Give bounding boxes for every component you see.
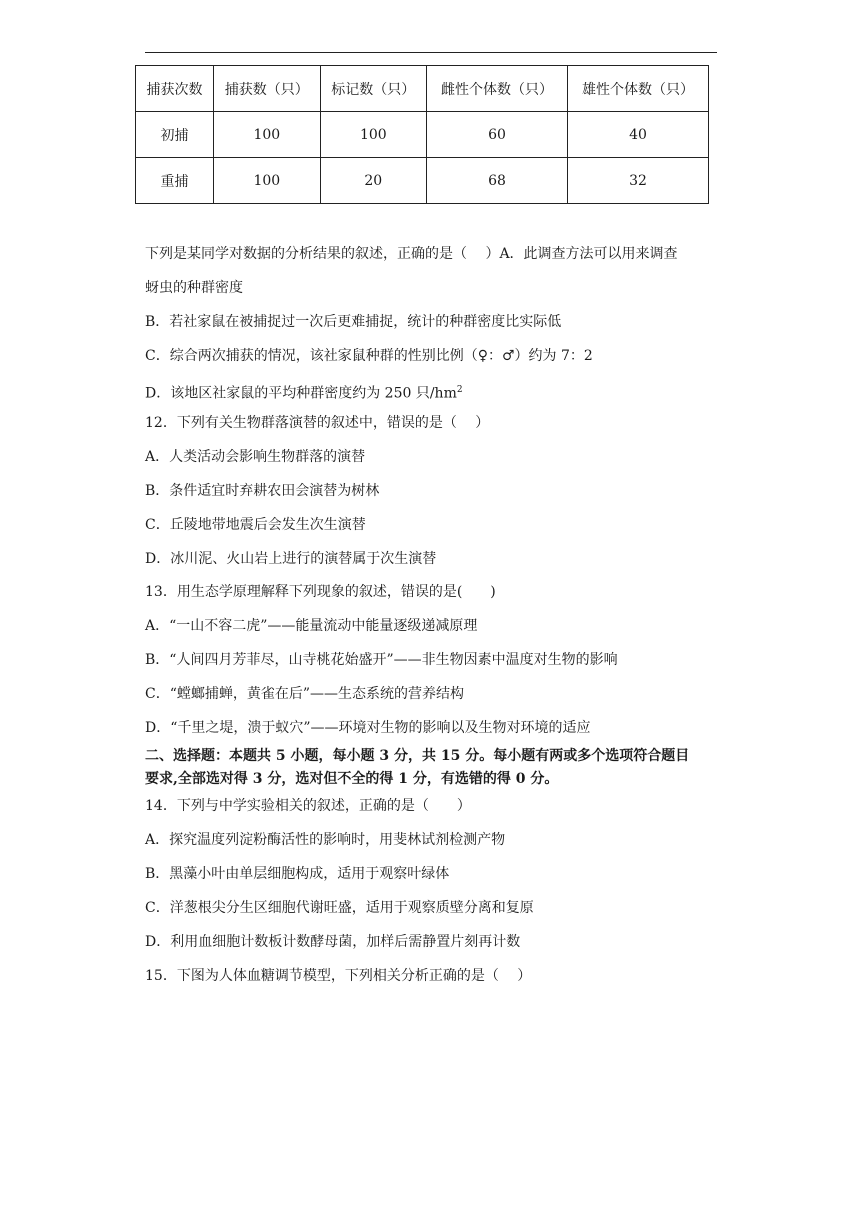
table-header-cell: 雌性个体数（只） (427, 66, 568, 112)
q14-option-d: D．利用血细胞计数板计数酵母菌，加样后需静置片刻再计数 (145, 934, 521, 950)
q11-option-c: C．综合两次捕获的情况，该社家鼠种群的性别比例（♀：♂）约为 7：2 (145, 348, 593, 364)
table-row (136, 112, 709, 158)
table-header-cell: 标记数（只） (320, 66, 426, 112)
table-cell: 100 (320, 112, 426, 158)
table-cell: 40 (568, 112, 709, 158)
q13-option-c: C．“螳螂捕蝉，黄雀在后”——生态系统的营养结构 (145, 686, 465, 702)
q11-option-b: B．若社家鼠在被捕捉过一次后更难捕捉，统计的种群密度比实际低 (145, 314, 562, 330)
q12-stem: 12．下列有关生物群落演替的叙述中，错误的是（ ） (145, 415, 490, 431)
q12-option-a: A．人类活动会影响生物群落的演替 (145, 449, 366, 465)
q11-option-d-text: D．该地区社家鼠的平均种群密度约为 250 只/hm (145, 385, 457, 402)
table-cell: 100 (214, 158, 320, 204)
q14-stem: 14．下列与中学实验相关的叙述，正确的是（ ） (145, 798, 471, 814)
q11-stem-line2: 蚜虫的种群密度 (145, 280, 243, 296)
table-cell: 初捕 (136, 112, 214, 158)
q14-option-a: A．探究温度列淀粉酶活性的影响时，用斐林试剂检测产物 (145, 832, 506, 848)
section2-heading-line1: 二、选择题：本题共 5 小题，每小题 3 分，共 15 分。每小题有两或多个选项符合题目 (145, 748, 690, 764)
q11-stem-line1: 下列是某同学对数据的分析结果的叙述，正确的是（ ）A．此调查方法可以用来调查 (145, 246, 678, 262)
q14-option-c: C．洋葱根尖分生区细胞代谢旺盛，适用于观察质壁分离和复原 (145, 900, 534, 916)
table-header-cell: 捕获数（只） (214, 66, 320, 112)
table-cell: 60 (427, 112, 568, 158)
q12-option-c: C．丘陵地带地震后会发生次生演替 (145, 517, 366, 533)
q11-option-d (145, 380, 463, 404)
top-rule (145, 52, 717, 53)
table-cell: 68 (427, 158, 568, 204)
q13-stem: 13．用生态学原理解释下列现象的叙述，错误的是( ) (145, 584, 496, 600)
table-header-cell: 雄性个体数（只） (568, 66, 709, 112)
table-cell: 100 (214, 112, 320, 158)
table-cell: 重捕 (136, 158, 214, 204)
q12-option-b: B．条件适宜时弃耕农田会演替为树林 (145, 483, 380, 499)
table-header-cell: 捕获次数 (136, 66, 214, 112)
table-cell: 32 (568, 158, 709, 204)
table-header-row (136, 66, 709, 112)
q12-option-d: D．冰川泥、火山岩上进行的演替属于次生演替 (145, 551, 437, 567)
capture-data-table (135, 65, 709, 204)
q11-option-d-sup: 2 (456, 385, 463, 395)
q13-option-a: A．“一山不容二虎”——能量流动中能量逐级递减原理 (145, 618, 478, 634)
q14-option-b: B．黑藻小叶由单层细胞构成，适用于观察叶绿体 (145, 866, 450, 882)
q15-stem: 15．下图为人体血糖调节模型，下列相关分析正确的是（ ） (145, 968, 532, 984)
table-row (136, 158, 709, 204)
q13-option-d: D．“千里之堤，溃于蚁穴”——环境对生物的影响以及生物对环境的适应 (145, 720, 591, 736)
table-cell: 20 (320, 158, 426, 204)
section2-heading-line2: 要求,全部选对得 3 分，选对但不全的得 1 分，有选错的得 0 分。 (145, 771, 559, 787)
q13-option-b: B．“人间四月芳菲尽，山寺桃花始盛开”——非生物因素中温度对生物的影响 (145, 652, 618, 668)
